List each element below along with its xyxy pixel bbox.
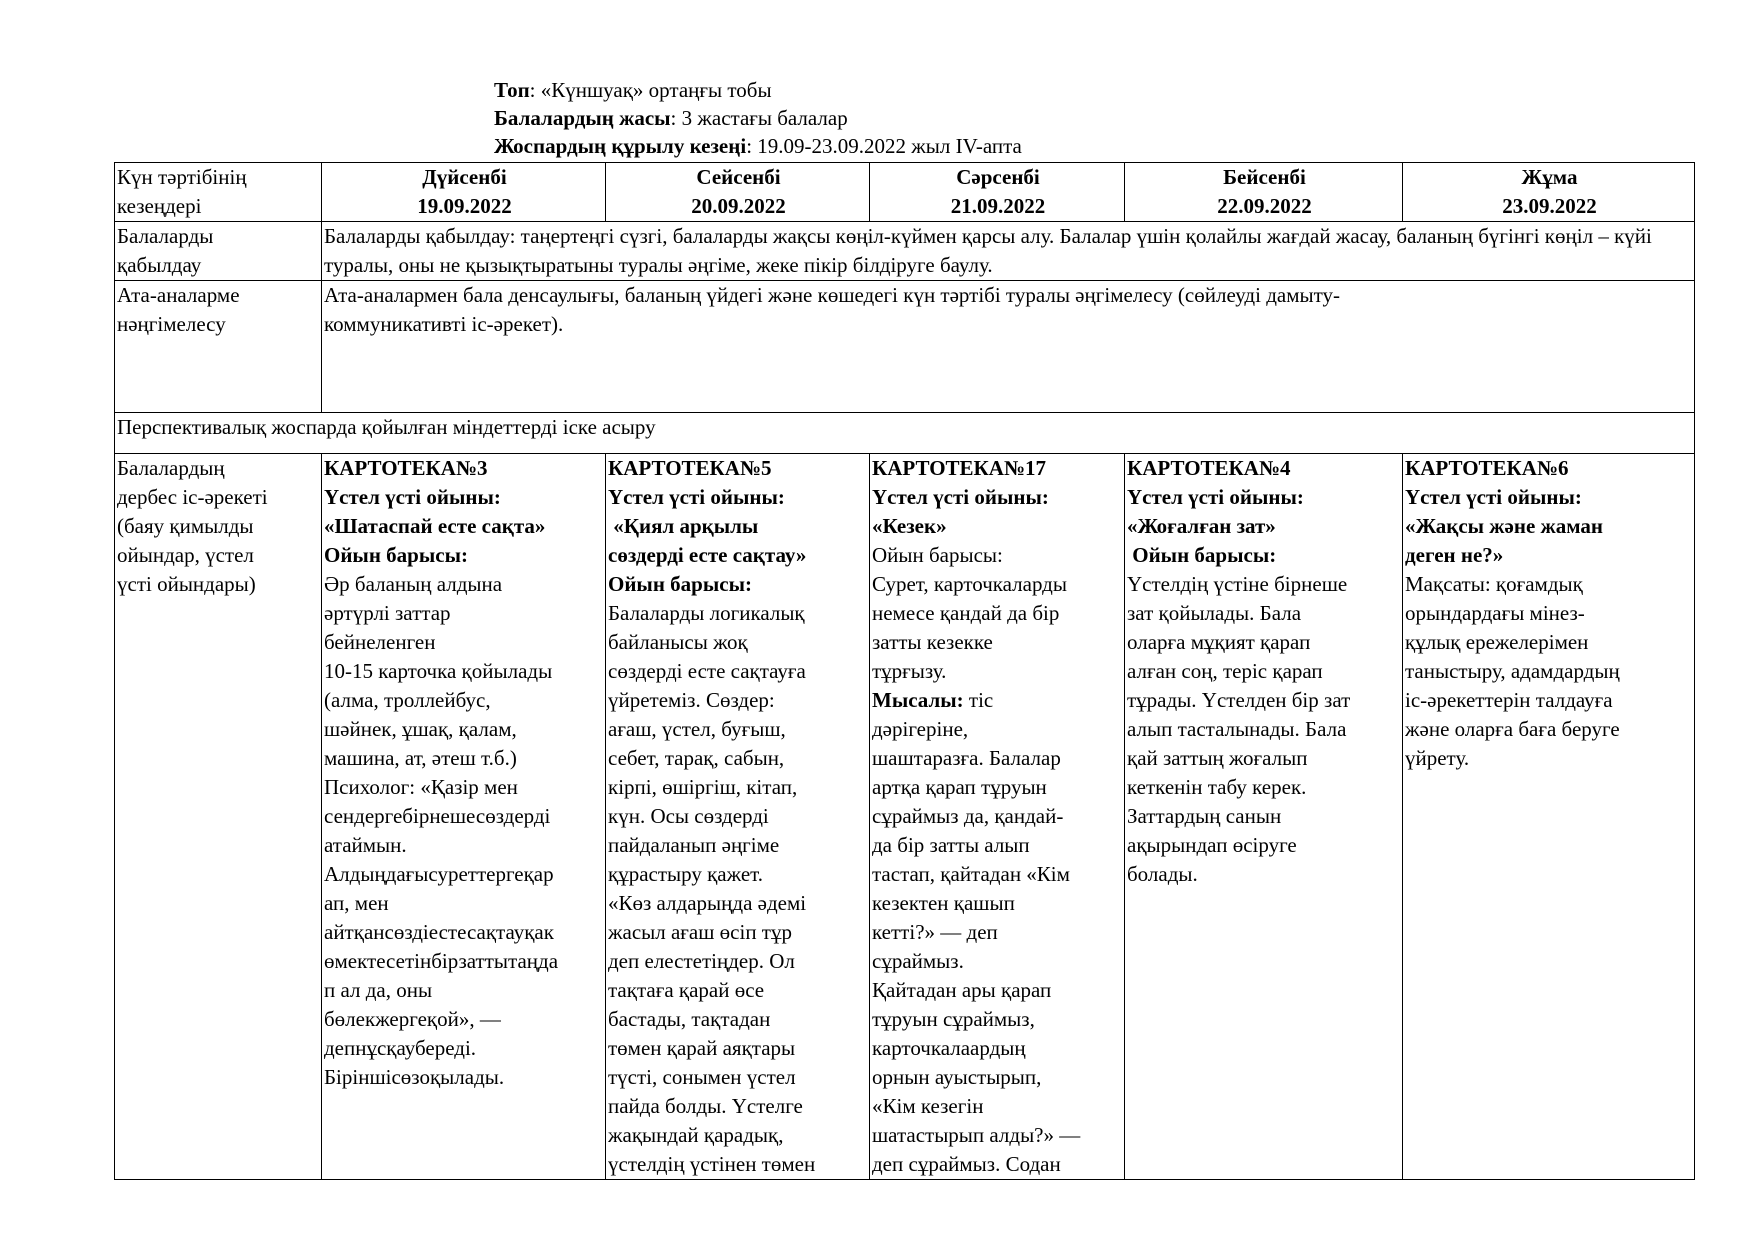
games-cell-monday [322,454,606,1180]
example-label: Мысалы: [872,688,964,712]
game-type: Үстел үсті ойыны: [1127,485,1304,509]
group-label: Топ [494,78,530,102]
games-cell-tuesday [606,454,870,1180]
game-example [872,686,1124,1179]
period-line [494,132,1022,160]
game-progress-label: Ойын барысы: [608,572,752,596]
parents-label: Ата-аналарме нәңгімелесу [115,281,322,413]
reception-text: Балаларды қабылдау: таңертеңгі сүзгі, балаларды жақсы көңіл-күймен қарсы алу. Балалар үшін қолайлы жағдай жасау, баланың бүгінгі көңіл – күйі туралы, оны не қызықтыратыны туралы әңгіме, жеке пікір білдіруге баулу. [322,222,1695,281]
age-value: : 3 жастағы балалар [670,106,848,130]
game-progress-label: Ойын барысы: [324,543,468,567]
game-title: «Қиял арқылы сөздерді есте сақтау» [608,514,807,567]
parents-row [115,281,1695,413]
game-progress-label: Ойын барысы: [1127,543,1277,567]
section-title: Перспективалық жоспарда қойылған міндеттерді іске асыру [115,413,1695,454]
game-title: «Кезек» [872,514,947,538]
games-row [115,454,1695,1180]
day-name: Сейсенбі [696,165,781,189]
game-progress-label: Ойын барысы: [872,543,1003,567]
age-line [494,104,1022,132]
game-body: Балаларды логикалық байланысы жоқ сөздерді есте сақтауға үйретеміз. Сөздер: ағаш, үстел, буғыш, себет, тарақ, сабын, кірпі, өшіргіш, кітап, күн. Осы сөздерді пайдаланып әңгіме құрастыру қажет. «Көз алдарыңда әдемі жасыл ағаш өсіп тұр деп елестетіңдер. Ол тақтаға қарай өсе бастады, тақтадан төмен қарай аяқтары түсті, сонымен үстел пайда болды. Үстелге жақындай қарадық, үстелдің үстінен төмен [608,601,816,1176]
game-type: Үстел үсті ойыны: [324,485,501,509]
game-type: Үстел үсті ойыны: [872,485,1049,509]
period-label: Жоспардың құрылу кезеңі [494,134,747,158]
example-body: тіс дәрігеріне, шаштаразға. Балалар артқа қарап тұруын сұраймыз да, қандай- да бір затты алып тастап, қайтадан «Кім кезектен қашып кетті?» — деп сұраймыз. Қайтадан ары қарап тұруын сұраймыз, карточкалаардың орнын ауыстырып, «Кім кезегін шатастырып алды?» — деп сұраймыз. Содан [872,688,1081,1176]
table-header-row [115,163,1695,222]
day-name: Бейсенбі [1223,165,1306,189]
game-body: Сурет, карточкаларды немесе қандай да бір затты кезекке тұрғызу. [872,572,1067,683]
card-number: КАРТОТЕКА№6 [1405,456,1569,480]
game-body: Әр баланың алдына әртүрлі заттар бейнеленген 10-15 карточка қойылады (алма, троллейбус, шәйнек, ұшақ, қалам, машина, ат, әтеш т.б.) Психолог: «Қазір мен сендергебірнешесөздерді атаймын. Алдыңдағысуреттергеқар ап, мен айтқансөздіестесақтауқак өмектесетінбірзаттытаңда п ал да, оны бөлекжергеқой», — депнұсқаубереді. Біріншісөзоқылады. [324,572,559,1089]
day-header-tuesday [606,163,870,222]
section-row [115,413,1695,454]
card-number: КАРТОТЕКА№4 [1127,456,1291,480]
reception-row [115,222,1695,281]
document-header [494,76,1022,160]
games-cell-friday [1403,454,1695,1180]
game-body: Мақсаты: қоғамдық орындардағы мінез- құлық ережелерімен таныстыру, адамдардың іс-әрекеттерін талдауға және оларға баға беруге үйрету. [1405,572,1620,770]
day-name: Дүйсенбі [422,165,507,189]
day-date: 21.09.2022 [950,194,1046,218]
day-header-monday [322,163,606,222]
game-type: Үстел үсті ойыны: [1405,485,1582,509]
card-number: КАРТОТЕКА№3 [324,456,488,480]
day-name: Сәрсенбі [956,165,1040,189]
card-number: КАРТОТЕКА№17 [872,456,1047,480]
parents-text: Ата-аналармен бала денсаулығы, баланың үйдегі және көшедегі күн тәртібі туралы әңгімелесу (сөйлеуді дамыту- коммуникативті іс-әрекет). [322,281,1695,413]
age-label: Балалардың жасы [494,106,671,130]
day-header-thursday [1125,163,1403,222]
games-cell-wednesday [870,454,1125,1180]
group-line [494,76,1022,104]
games-cell-thursday [1125,454,1403,1180]
day-name: Жұма [1521,165,1578,189]
weekly-plan-table [114,162,1695,1180]
group-value: : «Күншуақ» ортаңғы тобы [529,78,772,102]
card-number: КАРТОТЕКА№5 [608,456,772,480]
game-title: «Шатаспай есте сақта» [324,514,546,538]
game-body: Үстелдің үстіне бірнеше зат қойылады. Бала оларға мұқият қарап алған соң, теріс қарап тұрады. Үстелден бір зат алып тасталынады. Бала қай заттың жоғалып кеткенін табу керек. Заттардың санын ақырындап өсіруге болады. [1127,572,1351,886]
period-value: : 19.09-23.09.2022 жыл IV-апта [746,134,1022,158]
games-label: Балалардың дербес іс-әрекеті (баяу қимылды ойындар, үстел үсті ойындары) [115,454,322,1180]
game-title: «Жоғалған зат» [1127,514,1276,538]
reception-label: Балаларды қабылдау [115,222,322,281]
day-header-friday [1403,163,1695,222]
day-date: 22.09.2022 [1217,194,1312,218]
game-title: «Жақсы және жаман деген не?» [1405,514,1604,567]
day-date: 23.09.2022 [1502,194,1597,218]
game-type: Үстел үсті ойыны: [608,485,785,509]
day-date: 20.09.2022 [691,194,786,218]
day-header-wednesday [870,163,1125,222]
day-date: 19.09.2022 [417,194,512,218]
schedule-stage-header: Күн тәртібінің кезеңдері [115,163,322,222]
